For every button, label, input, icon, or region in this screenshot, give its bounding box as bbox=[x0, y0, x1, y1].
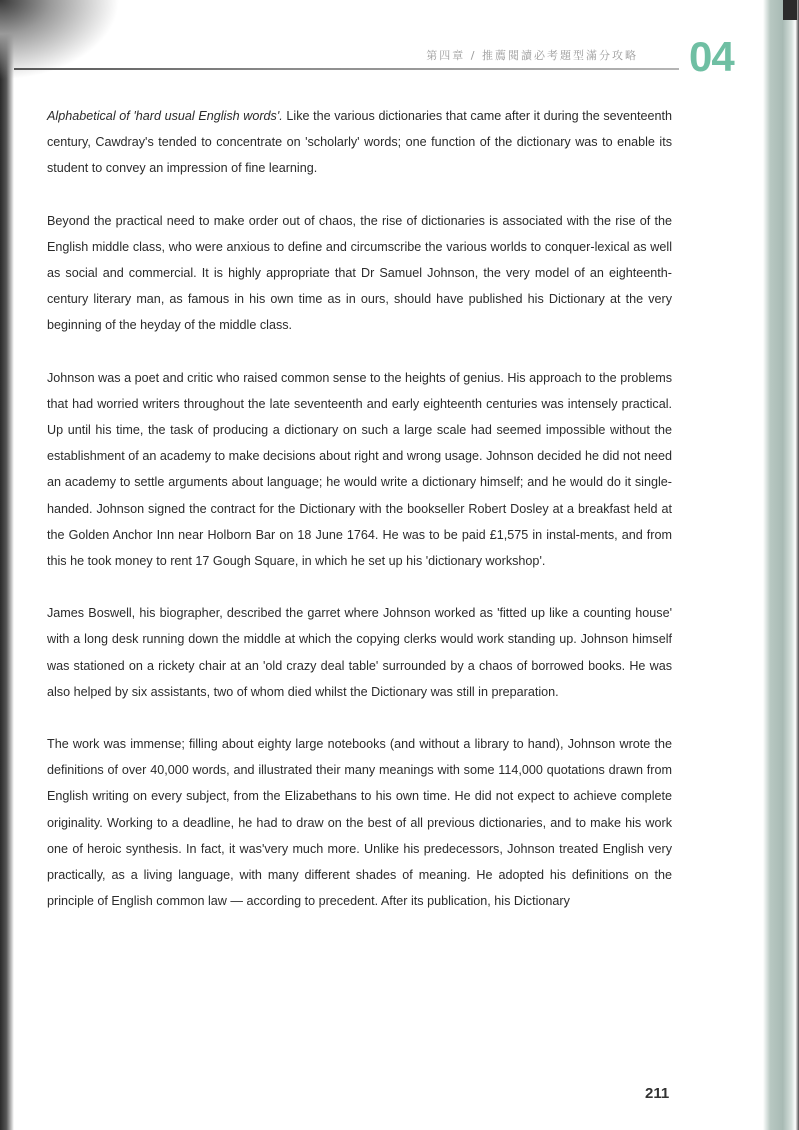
page-edge-dark bbox=[783, 0, 797, 20]
page-edge bbox=[763, 0, 799, 1130]
paragraph bbox=[47, 365, 672, 575]
running-header bbox=[0, 0, 760, 80]
page-number: 211 bbox=[645, 1085, 670, 1102]
header-rule bbox=[14, 68, 679, 70]
paragraph bbox=[47, 208, 672, 339]
paragraph-lead-italic: Alphabetical of 'hard usual English words'. bbox=[47, 109, 283, 123]
paragraph bbox=[47, 731, 672, 914]
chapter-number: 04 bbox=[689, 33, 734, 80]
running-title: 第四章 / 推薦閱讀必考題型滿分攻略 bbox=[426, 49, 638, 62]
paragraph bbox=[47, 600, 672, 705]
paragraph-text: James Boswell, his biographer, described the garret where Johnson worked as 'fitted up like a counting house' with a long desk running down the middle at which the copying clerks would work standing up. Johnson himself was stationed on a rickety chair at an 'old crazy deal table' surrounded by a chaos of borrowed books. He was also helped by six assistants, two of whom died whilst the Dictionary was still in preparation. bbox=[47, 606, 672, 699]
paragraph-text: Beyond the practical need to make order out of chaos, the rise of dictionaries is associated with the rise of the English middle class, who were anxious to define and circumscribe the various worlds to conquer-lexical as well as social and commercial. It is highly appropriate that Dr Samuel Johnson, the very model of an eighteenth-century literary man, as famous in his own time as in ours, should have published his Dictionary at the very beginning of the heyday of the middle class. bbox=[47, 213, 672, 333]
book-spine-shadow bbox=[0, 0, 14, 1130]
paragraph bbox=[47, 103, 672, 182]
paragraph-text: The work was immense; filling about eighty large notebooks (and without a library to hand), Johnson wrote the definitions of over 40,000 words, and illustrated their many meanings with some 114,000 quotations drawn from English writing on every subject, from the Elizabethans to his own time. He did not expect to achieve complete originality. Working to a deadline, he had to draw on the best of all previous dictionaries, and to make his work one of heroic synthesis. In fact, it was'very much more. Unlike his predecessors, Johnson treated English very practically, as a living language, with many different shades of meaning. He adopted his definitions on the principle of English common law — according to precedent. After its publication, his Dictionary bbox=[47, 737, 672, 909]
paragraph-text: Like the various dictionaries that came after it during the seventeenth century, Cawdray's tended to concentrate on 'scholarly' words; one function of the dictionary was to enable its student to convey an impression of fine learning. bbox=[47, 109, 672, 176]
body-text bbox=[47, 103, 672, 914]
paragraph-text: Johnson was a poet and critic who raised common sense to the heights of genius. His approach to the problems that had worried writers throughout the late seventeenth and early eighteenth centuries was intensely practical. Up until his time, the task of producing a dictionary on such a large scale had seemed impossible without the establishment of an academy to make decisions about right and wrong usage. Johnson decided he did not need an academy to settle arguments about language; he would write a dictionary himself; and he would do it single-handed. Johnson signed the contract for the Dictionary with the bookseller Robert Dosley at a breakfast held at the Golden Anchor Inn near Holborn Bar on 18 June 1764. He was to be paid £1,575 in instal-ments, and from this he took money to rent 17 Gough Square, in which he set up his 'dictionary workshop'. bbox=[47, 370, 672, 569]
